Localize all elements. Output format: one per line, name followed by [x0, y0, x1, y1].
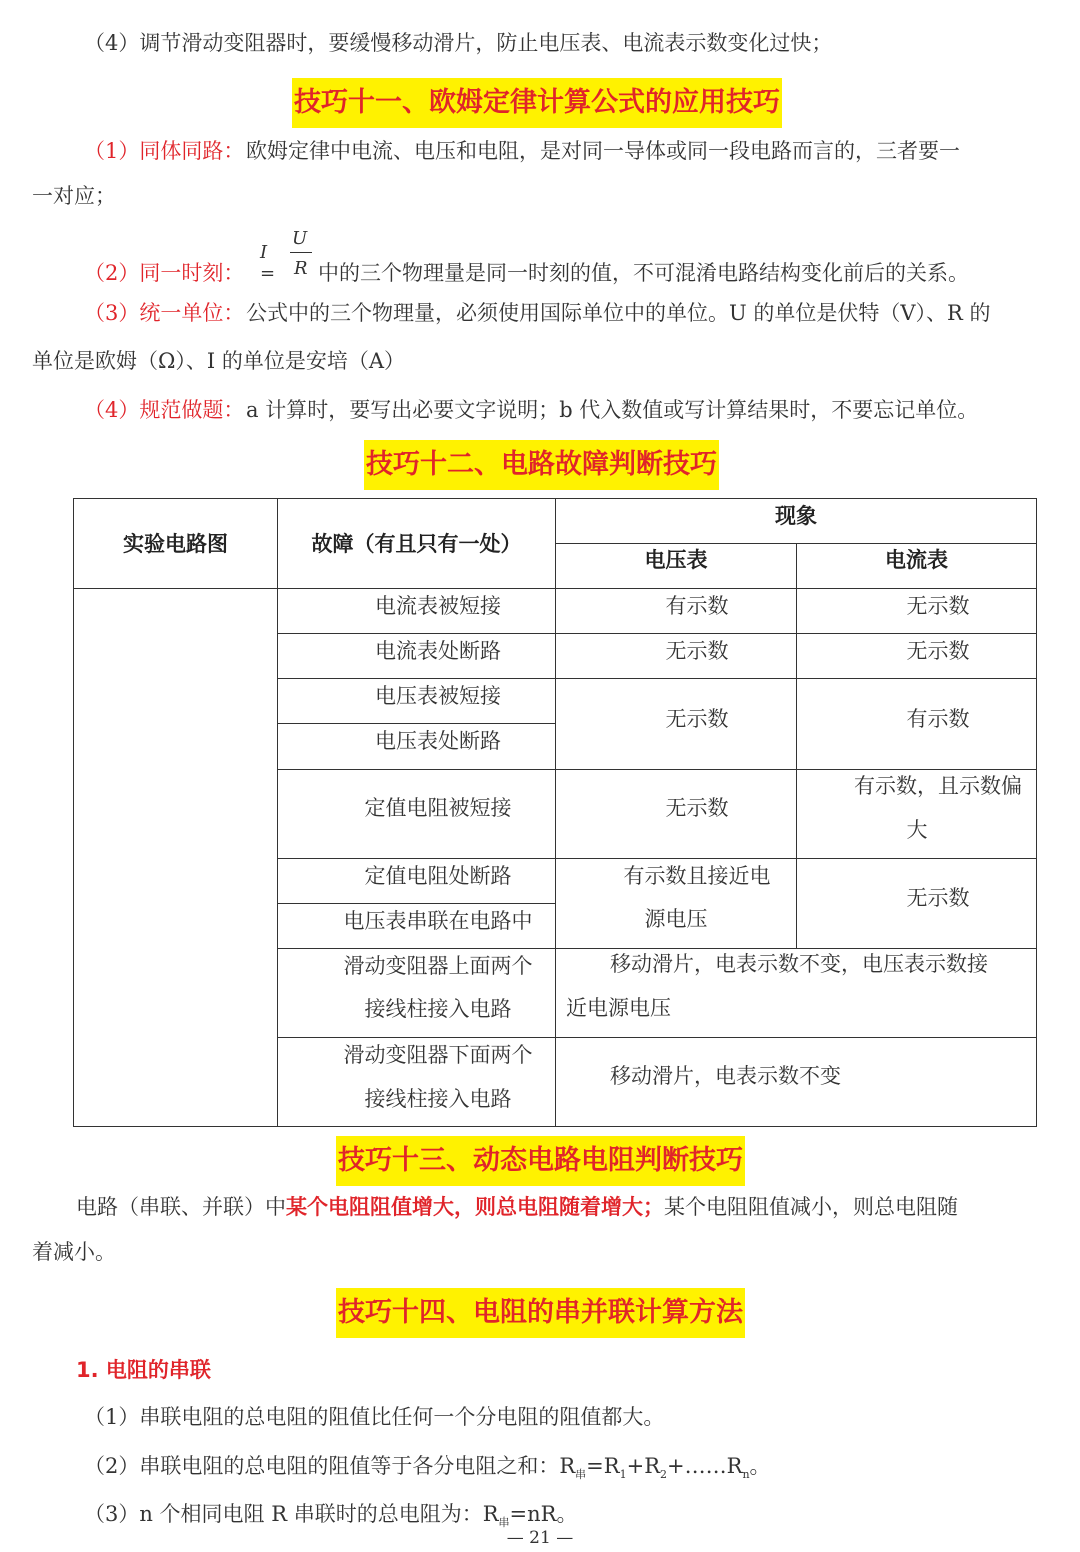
table-cell-ammeter-cont: 大 — [906, 818, 928, 842]
item-4-label: （4）规范做题： — [84, 398, 245, 422]
l2-subn: n — [742, 1468, 750, 1482]
series-item-1-text: （1）串联电阻的总电阻的阻值比任何一个分电阻的阻值都大。 — [84, 1405, 665, 1429]
fraction-bar — [290, 252, 312, 253]
item-3-label: （3）统一单位： — [84, 301, 245, 325]
item-3-text: 公式中的三个物理量，必须使用国际单位中的单位。U 的单位是伏特（V）、R 的 — [246, 301, 991, 325]
formula-lhs: I = — [260, 242, 276, 284]
p13-emphasis: 某个电阻阻值增大，则总电阻随着增大； — [286, 1194, 664, 1219]
text-top: （4）调节滑动变阻器时，要缓慢移动滑片，防止电压表、电流表示数变化过快； — [84, 31, 833, 55]
l3-sub: 串 — [498, 1516, 510, 1530]
l2-main: （2）串联电阻的总电阻的阻值等于各分电阻之和：R — [84, 1454, 576, 1478]
page-number: — 21 — — [506, 1528, 574, 1548]
section-13-title: 技巧十三、动态电路电阻判断技巧 — [336, 1136, 745, 1186]
header-phenomenon: 现象 — [775, 504, 817, 528]
section-11-title: 技巧十一、欧姆定律计算公式的应用技巧 — [292, 78, 782, 128]
item-1-text: 欧姆定律中电流、电压和电阻，是对同一导体或同一段电路而言的，三者要一 — [246, 139, 960, 163]
l3-end: =nR。 — [509, 1502, 578, 1526]
l2-tail: +……R — [667, 1454, 743, 1478]
l2-sub1: 1 — [619, 1468, 627, 1482]
series-item-2-text — [84, 1451, 771, 1490]
table-cell-merged: 移动滑片，电表示数不变 — [610, 1064, 841, 1088]
table-cell-voltmeter: 有示数且接近电 — [623, 864, 771, 888]
header-voltmeter: 电压表 — [644, 548, 708, 572]
table-cell-voltmeter: 无示数 — [665, 639, 729, 663]
table-cell-ammeter: 无示数 — [906, 886, 970, 910]
formula-numerator: U — [292, 228, 308, 249]
series-subheading: 1. 电阻的串联 — [76, 1358, 211, 1382]
p13-start: 电路（串联、并联）中 — [76, 1195, 286, 1219]
item-2-text: 中的三个物理量是同一时刻的值，不可混淆电路结构变化前后的关系。 — [318, 261, 969, 285]
table-cell-voltmeter: 无示数 — [665, 707, 729, 731]
item-4-text: a 计算时，要写出必要文字说明；b 代入数值或写计算结果时，不要忘记单位。 — [246, 398, 979, 422]
table-cell-merged: 移动滑片，电表示数不变，电压表示数接 — [610, 952, 988, 976]
l3-main: （3）n 个相同电阻 R 串联时的总电阻为：R — [84, 1502, 499, 1526]
item-1-cont-text: 一对应； — [32, 184, 116, 208]
header-circuit-diagram: 实验电路图 — [123, 531, 228, 556]
table-cell-voltmeter: 有示数 — [665, 594, 729, 618]
formula-denominator: R — [294, 258, 308, 279]
table-cell-merged-cont: 近电源电压 — [566, 996, 671, 1020]
table-cell-voltmeter-cont: 源电压 — [644, 907, 708, 931]
table-cell-fault: 滑动变阻器下面两个 — [343, 1043, 533, 1067]
l2-sub: 串 — [575, 1468, 587, 1482]
table-cell-fault: 接线柱接入电路 — [364, 997, 512, 1021]
section-12-title: 技巧十二、电路故障判断技巧 — [364, 440, 719, 490]
item-1-label: （1）同体同路： — [84, 139, 245, 163]
p13-cont: 着减小。 — [32, 1240, 116, 1264]
header-fault: 故障（有且只有一处） — [311, 531, 522, 556]
table-cell-fault: 电压表被短接 — [375, 684, 501, 708]
l2-plus: +R — [626, 1454, 661, 1478]
item-2-label: （2）同一时刻： — [84, 261, 245, 285]
p13-text — [76, 1192, 958, 1222]
table-cell-ammeter: 有示数，且示数偏 — [854, 774, 1022, 798]
item-3-cont-text: 单位是欧姆（Ω）、I 的单位是安培（A） — [32, 349, 406, 373]
table-cell-fault: 接线柱接入电路 — [364, 1087, 512, 1111]
table-cell-voltmeter: 无示数 — [665, 796, 729, 820]
table-cell-fault: 定值电阻被短接 — [364, 796, 512, 820]
l2-eq: =R — [586, 1454, 620, 1478]
l2-dot: 。 — [749, 1454, 771, 1478]
p13-end: 某个电阻阻值减小，则总电阻随 — [664, 1195, 958, 1219]
table-cell-fault: 电流表被短接 — [375, 594, 501, 618]
table-cell-ammeter: 无示数 — [906, 639, 970, 663]
header-ammeter: 电流表 — [885, 548, 948, 572]
table-cell-fault: 电流表处断路 — [375, 639, 501, 663]
table-cell-fault: 滑动变阻器上面两个 — [343, 954, 533, 978]
section-14-title: 技巧十四、电阻的串并联计算方法 — [336, 1288, 745, 1338]
table-cell-fault: 电压表处断路 — [375, 729, 501, 753]
table-cell-ammeter: 无示数 — [906, 594, 970, 618]
l2-sub2: 2 — [660, 1468, 668, 1482]
table-cell-ammeter: 有示数 — [906, 707, 970, 731]
table-cell-fault: 定值电阻处断路 — [364, 864, 512, 888]
table-cell-fault: 电压表串联在电路中 — [343, 909, 533, 933]
